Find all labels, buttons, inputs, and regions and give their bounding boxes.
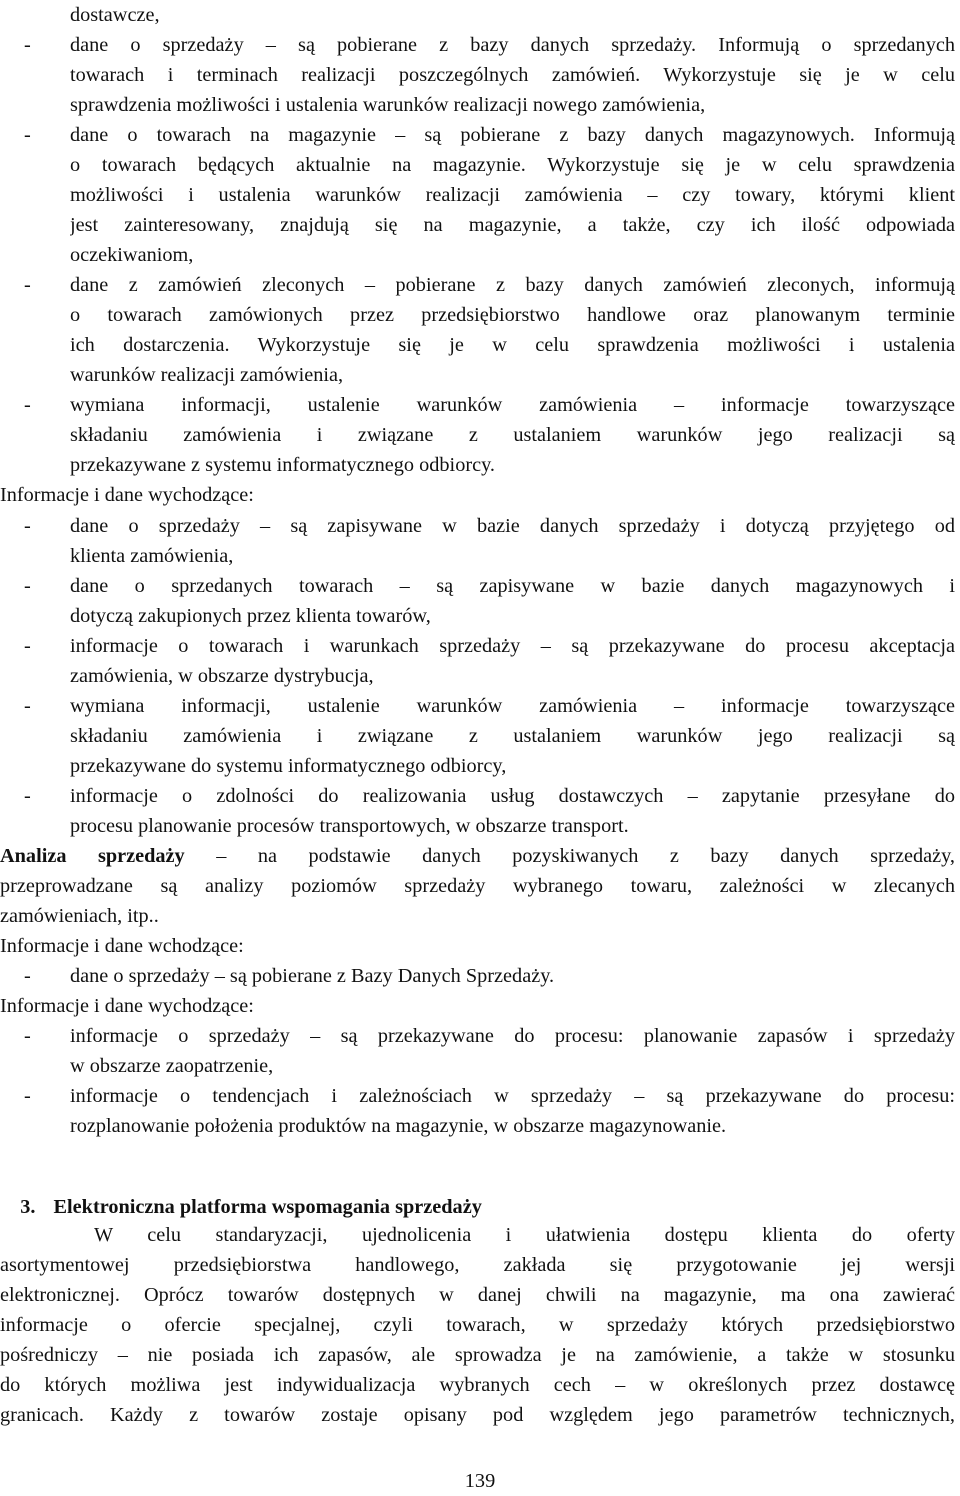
text-line: przekazywane do systemu informatycznego odbiorcy, (70, 754, 507, 777)
section-title: Elektroniczna platforma wspomagania sprzedaży (53, 1196, 482, 1218)
text-line: klienta zamówienia, (70, 544, 234, 567)
text-line: dane o sprzedaży – są pobierane z bazy danych sprzedaży. Informują o sprzedanych (70, 34, 955, 57)
text-line: w obszarze zaopatrzenie, (70, 1055, 274, 1078)
list-dash: - (24, 124, 31, 147)
text-line: dane o sprzedanych towarach – są zapisywane w bazie danych magazynowych i (70, 574, 955, 597)
list-dash: - (24, 574, 31, 597)
text-line: wymiana informacji, ustalenie warunków zamówienia – informacje towarzyszące (70, 394, 955, 417)
text-line: ich dostarczenia. Wykorzystuje się je w celu sprawdzenia możliwości i ustalenia (70, 334, 955, 357)
text-line: Analiza sprzedaży – na podstawie danych pozyskiwanych z bazy danych sprzedaży, (0, 844, 955, 867)
list-dash: - (24, 514, 31, 537)
list-dash: - (24, 784, 31, 807)
text-line: informacje o sprzedaży – są przekazywane do procesu: planowanie zapasów i sprzedaży (70, 1025, 955, 1048)
paragraph-line: do których możliwa jest indywidualizacja wybranych cech – w określonych przez dostawcę (0, 1374, 955, 1397)
text-line: Informacje i dane wchodzące: (0, 934, 244, 957)
text-line: warunków realizacji zamówienia, (70, 364, 344, 387)
text-line: dane o sprzedaży – są zapisywane w bazie danych sprzedaży i dotyczą przyjętego od (70, 514, 955, 537)
text-line: rozplanowanie położenia produktów na magazynie, w obszarze magazynowanie. (70, 1115, 727, 1138)
list-dash: - (24, 394, 31, 417)
paragraph-line: pośredniczy – nie posiada ich zapasów, ale sprowadza je na zamówienie, a także w stosunku (0, 1344, 955, 1367)
text-line: dostawcze, (70, 4, 160, 26)
text-line: zamówieniach, itp.. (0, 904, 159, 927)
section-heading (0, 1162, 955, 1218)
text-line: jest zainteresowany, znajdują się na magazynie, a także, czy ich ilość odpowiada (70, 214, 955, 237)
text-line: przekazywane z systemu informatycznego odbiorcy. (70, 454, 495, 477)
paragraph-line: W celu standaryzacji, ujednolicenia i ułatwienia dostępu klienta do oferty (94, 1224, 955, 1246)
text-line: o towarach zamówionych przez przedsiębiorstwo handlowe oraz planowanym terminie (70, 304, 955, 327)
text-line: towarach i terminach realizacji poszczególnych zamówień. Wykorzystuje się je w celu (70, 64, 955, 87)
text-line: oczekiwaniom, (70, 244, 194, 267)
bold-term: Analiza sprzedaży (0, 844, 185, 867)
section-number: 3. (20, 1196, 36, 1218)
paragraph-line: granicach. Każdy z towarów zostaje opisany pod względem jego parametrów technicznych, (0, 1404, 955, 1427)
text-line: sprawdzenia możliwości i ustalenia warunków realizacji nowego zamówienia, (70, 94, 706, 117)
text-line: Informacje i dane wychodzące: (0, 484, 254, 507)
text-line: możliwości i ustalenia warunków realizacji zamówienia – czy towary, którymi klient (70, 184, 955, 207)
text-line: dane z zamówień zleconych – pobierane z bazy danych zamówień zleconych, informują (70, 274, 955, 297)
list-dash: - (24, 1085, 31, 1108)
text-line: dotyczą zakupionych przez klienta towarów, (70, 604, 431, 627)
text-line: informacje o zdolności do realizowania usług dostawczych – zapytanie przesyłane do (70, 784, 955, 807)
list-dash: - (24, 964, 31, 987)
text-line: Informacje i dane wychodzące: (0, 994, 254, 1017)
text-line: przeprowadzane są analizy poziomów sprzedaży wybranego towaru, zależności w zlecanych (0, 874, 955, 897)
text-line: zamówienia, w obszarze dystrybucja, (70, 664, 374, 687)
list-dash: - (24, 1025, 31, 1048)
paragraph-line: elektronicznej. Oprócz towarów dostępnych w danej chwili na magazynie, ma ona zawierać (0, 1284, 955, 1307)
text-line: informacje o tendencjach i zależnościach w sprzedaży – są przekazywane do procesu: (70, 1085, 955, 1108)
list-dash: - (24, 694, 31, 717)
text-line: dane o towarach na magazynie – są pobierane z bazy danych magazynowych. Informują (70, 124, 955, 147)
text-line: składaniu zamówienia i związane z ustalaniem warunków jego realizacji są (70, 424, 955, 447)
list-dash: - (24, 274, 31, 297)
paragraph-line: asortymentowej przedsiębiorstwa handlowego, zakłada się przygotowanie jej wersji (0, 1254, 955, 1277)
text-line: składaniu zamówienia i związane z ustalaniem warunków jego realizacji są (70, 724, 955, 747)
paragraph-line: informacje o ofercie specjalnej, czyli towarach, w sprzedaży których przedsiębiorstwo (0, 1314, 955, 1337)
list-dash: - (24, 34, 31, 57)
list-dash: - (24, 634, 31, 657)
text-line: procesu planowanie procesów transportowych, w obszarze transport. (70, 814, 629, 837)
page-number: 139 (464, 1470, 496, 1492)
text-line: wymiana informacji, ustalenie warunków zamówienia – informacje towarzyszące (70, 694, 955, 717)
text-line: dane o sprzedaży – są pobierane z Bazy Danych Sprzedaży. (70, 964, 555, 987)
text-line: informacje o towarach i warunkach sprzedaży – są przekazywane do procesu akceptacja (70, 634, 955, 657)
text-line: o towarach będących aktualnie na magazynie. Wykorzystuje się je w celu sprawdzenia (70, 154, 955, 177)
